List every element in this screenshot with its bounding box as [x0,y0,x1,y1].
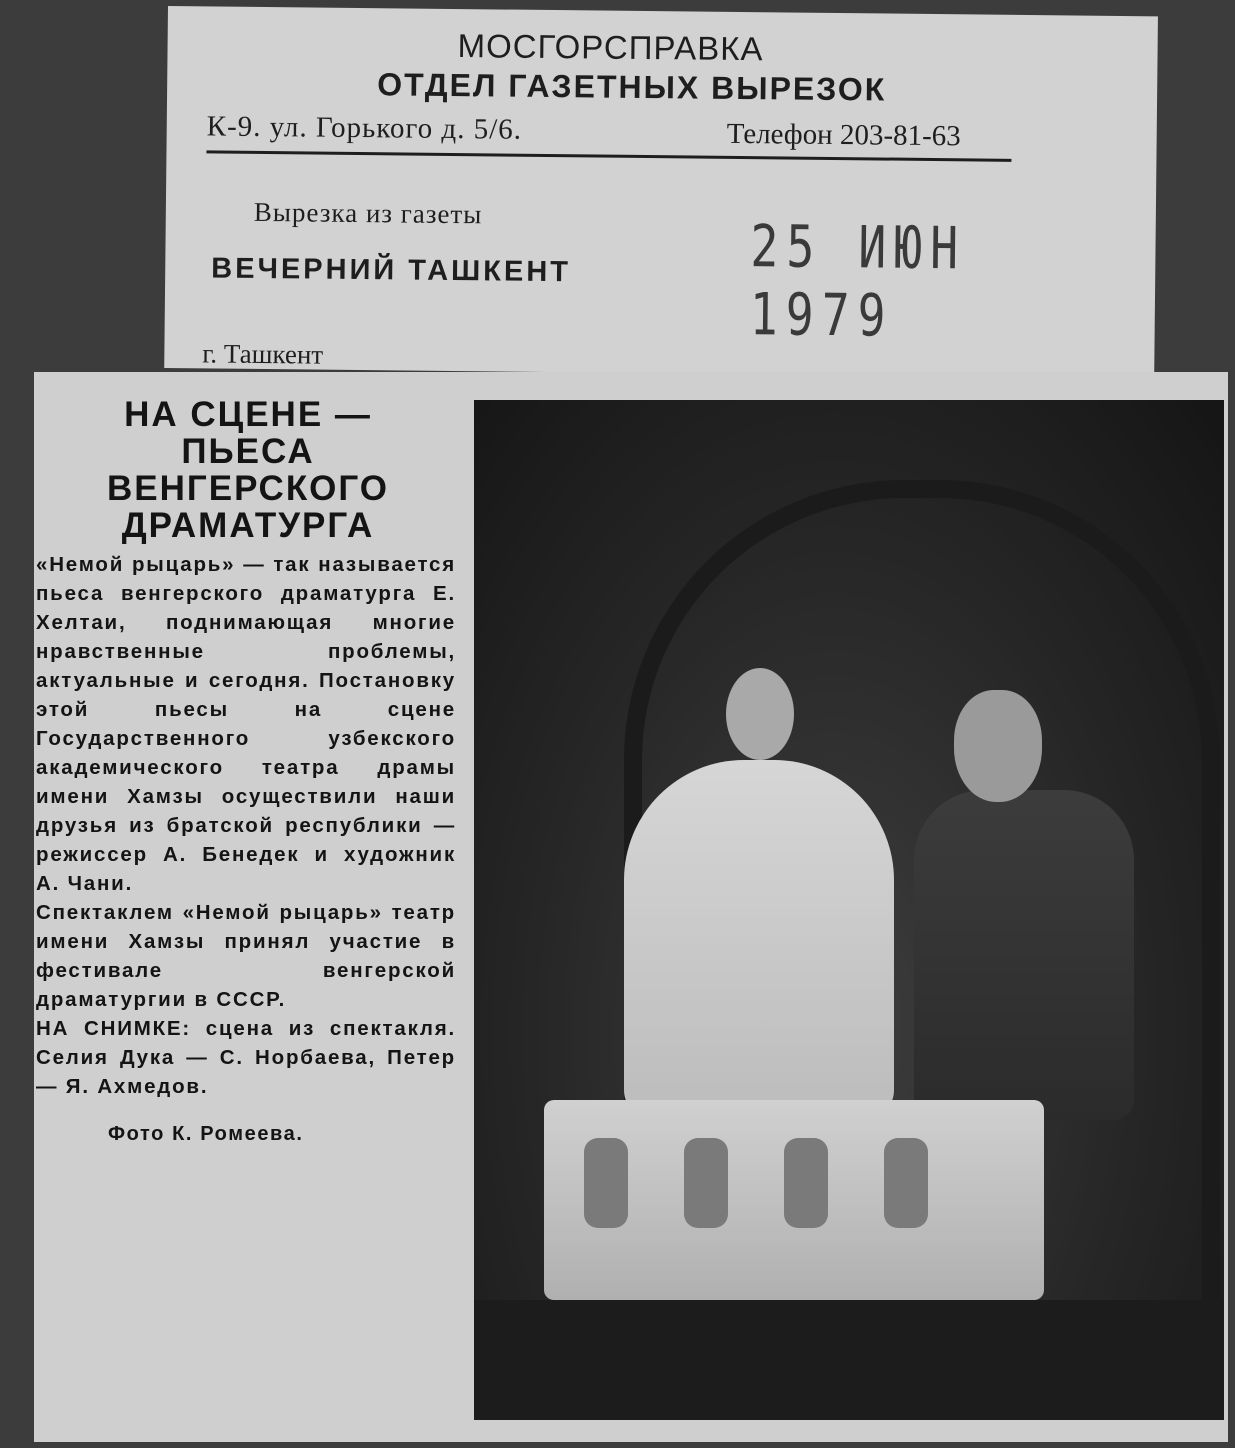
headline-line: НА СЦЕНЕ — [124,395,372,434]
newspaper-clipping [34,372,1228,1442]
clip-source-label: Вырезка из газеты [253,196,483,230]
headline-line: ВЕНГЕРСКОГО [106,469,390,508]
photo-figure-actor [914,790,1134,1120]
photo-stage-floor [474,1300,1224,1420]
photo-caption: НА СНИМКЕ: сцена из спектакля. Селия Дука — С. Норбаева, Петер — Я. Ахмедов. [36,1017,456,1098]
headline-line: ПЬЕСА [181,432,315,471]
date-stamp: 25 ИЮН 1979 [749,212,967,350]
photo-figure-actress-head [726,668,794,760]
photo-figure-actress [624,760,894,1120]
article-column [34,386,470,1146]
agency-name: МОСГОРСПРАВКА [457,27,764,68]
article-paragraph: «Немой рыцарь» — так называется пьеса венгерского драматурга Е. Хелтаи, поднимающая многие нравственные проблемы, актуальные и сегодня. Постановку этой пьесы на сцене Государственного узбекского академического театра драмы имени Хамзы осуществили наши друзья из братской республики — режиссер А. Бенедек и художник А. Чани. [36,553,456,895]
headline-line: ДРАМАТУРГА [121,506,375,545]
department-name: ОТДЕЛ ГАЗЕТНЫХ ВЫРЕЗОК [377,66,887,108]
agency-address: К-9. ул. Горького д. 5/6. [206,110,523,146]
photo-credit: Фото К. Ромеева. [108,1123,304,1145]
article-body [36,550,456,1101]
newspaper-city: г. Ташкент [202,338,324,370]
stage-photo [474,400,1224,1420]
article-paragraph: Спектаклем «Немой рыцарь» театр имени Хамзы принял участие в фестивале венгерской драматургии в СССР. [36,901,456,1011]
newspaper-name: ВЕЧЕРНИЙ ТАШКЕНТ [211,252,572,289]
article-headline [26,396,470,544]
photo-figure-actor-head [954,690,1042,802]
clipping-service-header [164,6,1158,378]
agency-phone: Телефон 203-81-63 [726,117,961,153]
